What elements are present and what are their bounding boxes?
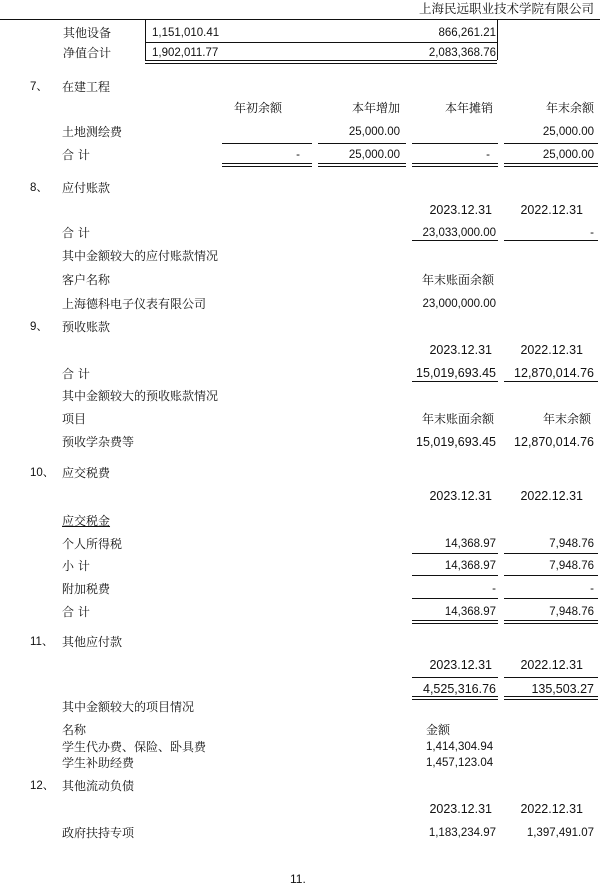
table-rule bbox=[412, 143, 498, 144]
section-number: 7、 bbox=[30, 81, 48, 93]
table-rule bbox=[504, 240, 598, 241]
table-rule bbox=[504, 598, 598, 599]
section-number: 9、 bbox=[30, 321, 48, 333]
column-header: 2022.12.31 bbox=[520, 343, 583, 357]
cell-value: 14,368.97 bbox=[444, 606, 496, 618]
cell-value: 25,000.00 bbox=[348, 126, 400, 138]
cell-value: - bbox=[296, 149, 300, 161]
section-title: 其他流动负债 bbox=[62, 779, 135, 793]
table-double-rule bbox=[504, 620, 598, 624]
detail-title: 其中金额较大的项目情况 bbox=[62, 700, 195, 714]
column-header: 2023.12.31 bbox=[429, 203, 492, 217]
column-header: 2023.12.31 bbox=[429, 489, 492, 503]
column-header: 年末余额 bbox=[545, 101, 594, 115]
cell-value: 135,503.27 bbox=[531, 682, 594, 696]
detail-header: 年末账面余额 bbox=[421, 273, 494, 287]
page-number: 11. bbox=[290, 872, 306, 886]
column-header: 2023.12.31 bbox=[429, 343, 492, 357]
column-header: 2023.12.31 bbox=[429, 658, 492, 672]
detail-title: 其中金额较大的应付账款情况 bbox=[62, 249, 219, 263]
cell-value: 25,000.00 bbox=[348, 149, 400, 161]
section-number: 8、 bbox=[30, 182, 48, 194]
cell-value: 25,000.00 bbox=[542, 126, 594, 138]
cell-value: 866,261.21 bbox=[438, 27, 496, 39]
table-double-rule bbox=[318, 163, 406, 167]
row-label: 学生补助经费 bbox=[62, 756, 135, 770]
column-header: 年初余额 bbox=[233, 101, 282, 115]
row-label: 政府扶持专项 bbox=[62, 826, 135, 840]
cell-value: 1,151,010.41 bbox=[152, 27, 220, 39]
detail-header: 名称 bbox=[62, 723, 87, 737]
table-double-rule bbox=[145, 60, 497, 64]
cell-value: 1,397,491.07 bbox=[526, 827, 594, 839]
row-label: 净值合计 bbox=[63, 46, 112, 60]
cell-value: 25,000.00 bbox=[542, 149, 594, 161]
column-header: 2023.12.31 bbox=[429, 802, 492, 816]
cell-value: 14,368.97 bbox=[444, 538, 496, 550]
table-rule bbox=[412, 240, 498, 241]
table-rule bbox=[318, 143, 406, 144]
table-rule bbox=[222, 143, 312, 144]
table-rule bbox=[412, 677, 498, 678]
row-label: 合 计 bbox=[62, 605, 90, 619]
row-label: 小 计 bbox=[62, 559, 90, 573]
section-title: 预收账款 bbox=[62, 320, 111, 334]
table-double-rule bbox=[222, 163, 312, 167]
column-header: 2022.12.31 bbox=[520, 203, 583, 217]
row-label: 预收学杂费等 bbox=[62, 435, 135, 449]
table-double-rule bbox=[412, 163, 498, 167]
section-title: 应付账款 bbox=[62, 181, 111, 195]
detail-header: 年末余额 bbox=[542, 412, 591, 426]
row-label: 土地测绘费 bbox=[62, 125, 123, 139]
row-label: 其他设备 bbox=[63, 26, 112, 40]
cell-value: 1,902,011.77 bbox=[152, 47, 219, 59]
cell-value: 12,870,014.76 bbox=[514, 435, 594, 449]
table-double-rule bbox=[504, 696, 598, 700]
row-label: 合 计 bbox=[62, 148, 90, 162]
table-rule bbox=[504, 381, 598, 382]
header-rule bbox=[0, 19, 600, 20]
row-label: 合 计 bbox=[62, 367, 90, 381]
detail-header: 项目 bbox=[62, 412, 87, 426]
table-rule bbox=[504, 575, 598, 576]
cell-value: 4,525,316.76 bbox=[423, 682, 496, 696]
cell-value: - bbox=[590, 583, 594, 595]
cell-value: 23,000,000.00 bbox=[422, 298, 496, 310]
row-label: 上海德科电子仪表有限公司 bbox=[62, 297, 207, 311]
subsection-title: 应交税金 bbox=[62, 514, 111, 528]
table-rule bbox=[504, 677, 598, 678]
row-label: 学生代办费、保险、卧具费 bbox=[62, 740, 207, 754]
cell-value: 2,083,368.76 bbox=[428, 47, 496, 59]
row-label: 附加税费 bbox=[62, 582, 111, 596]
cell-value: 7,948.76 bbox=[549, 560, 594, 572]
cell-value: 1,457,123.04 bbox=[426, 757, 494, 769]
column-header: 2022.12.31 bbox=[520, 802, 583, 816]
detail-header: 金额 bbox=[426, 723, 451, 737]
table-rule bbox=[145, 42, 497, 43]
column-header: 2022.12.31 bbox=[520, 658, 583, 672]
detail-header: 客户名称 bbox=[62, 273, 111, 287]
table-double-rule bbox=[412, 696, 498, 700]
table-border-right bbox=[497, 20, 498, 60]
section-number: 12、 bbox=[30, 780, 55, 792]
row-label: 合 计 bbox=[62, 226, 90, 240]
cell-value: 23,033,000.00 bbox=[422, 227, 496, 239]
column-header: 2022.12.31 bbox=[520, 489, 583, 503]
table-rule bbox=[412, 553, 498, 554]
cell-value: - bbox=[486, 149, 490, 161]
company-name: 上海民远职业技术学院有限公司 bbox=[418, 1, 594, 16]
cell-value: - bbox=[492, 583, 496, 595]
section-title: 应交税费 bbox=[62, 466, 111, 480]
cell-value: 1,183,234.97 bbox=[428, 827, 496, 839]
section-title: 在建工程 bbox=[62, 80, 111, 94]
detail-title: 其中金额较大的预收账款情况 bbox=[62, 389, 219, 403]
table-rule bbox=[412, 575, 498, 576]
section-number: 10、 bbox=[30, 467, 55, 479]
cell-value: 14,368.97 bbox=[444, 560, 496, 572]
cell-value: 7,948.76 bbox=[549, 538, 594, 550]
cell-value: 7,948.76 bbox=[549, 606, 594, 618]
table-double-rule bbox=[504, 163, 598, 167]
cell-value: - bbox=[590, 227, 594, 239]
table-double-rule bbox=[412, 620, 498, 624]
row-label: 个人所得税 bbox=[62, 537, 123, 551]
column-header: 本年增加 bbox=[351, 101, 400, 115]
table-rule bbox=[504, 143, 598, 144]
cell-value: 15,019,693.45 bbox=[416, 366, 496, 380]
detail-header: 年末账面余额 bbox=[421, 412, 494, 426]
cell-value: 12,870,014.76 bbox=[514, 366, 594, 380]
section-title: 其他应付款 bbox=[62, 635, 123, 649]
section-number: 11、 bbox=[30, 636, 54, 648]
table-rule bbox=[504, 553, 598, 554]
table-rule bbox=[412, 381, 498, 382]
table-border-left bbox=[145, 20, 146, 60]
cell-value: 1,414,304.94 bbox=[426, 741, 494, 753]
column-header: 本年摊销 bbox=[444, 101, 493, 115]
table-rule bbox=[412, 598, 498, 599]
cell-value: 15,019,693.45 bbox=[416, 435, 496, 449]
